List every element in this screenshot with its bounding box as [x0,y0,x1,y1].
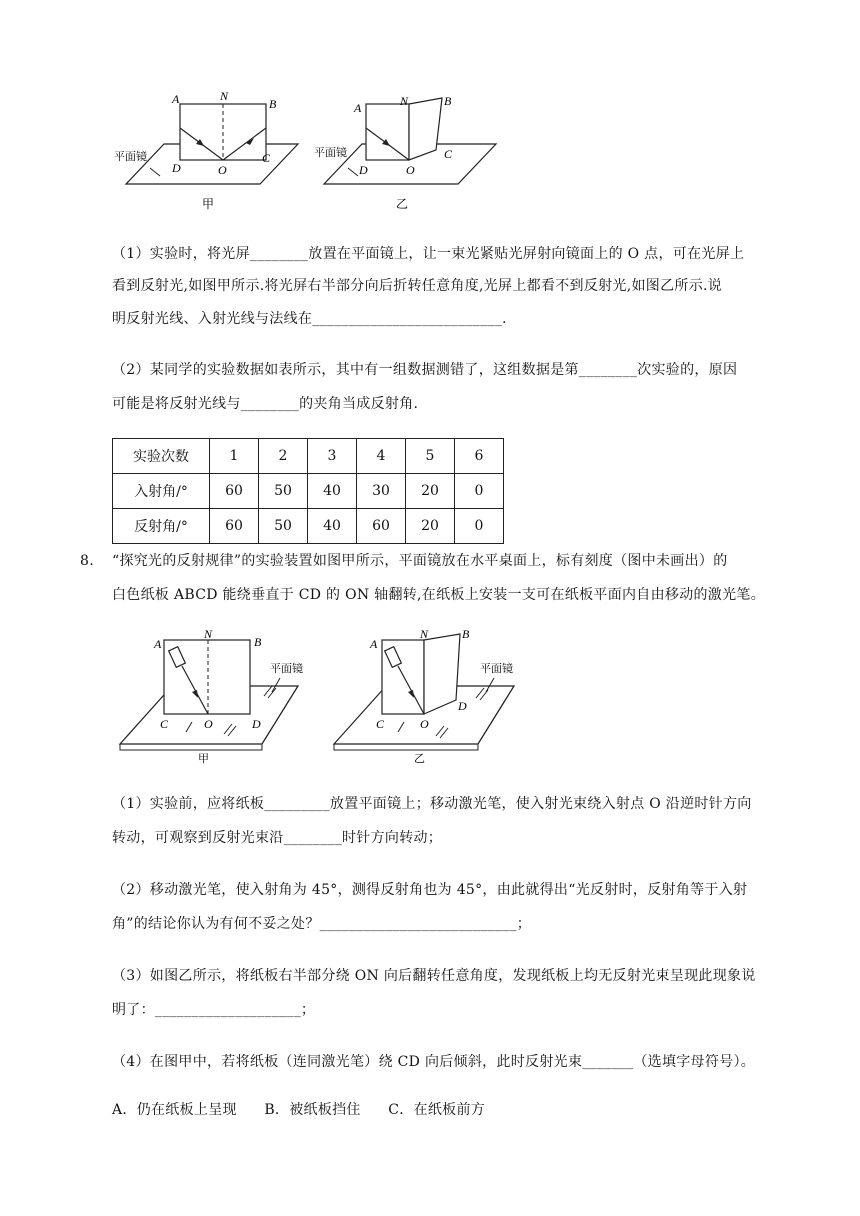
label-a: A [172,92,180,106]
q7-part1-line2: 看到反射光,如图甲所示.将光屏右半部分向后折转任意角度,光屏上都看不到反射光,如图乙所示.说 [112,278,723,294]
figure-1-right-diagram [312,88,512,218]
table-cell: 50 [259,509,308,544]
label-c: C [262,151,271,165]
option-c: C．在纸板前方 [388,1102,486,1118]
figure-2-right-diagram [326,626,536,766]
label-d: D [359,163,368,177]
label-n: N [420,627,429,641]
table-header-cell: 6 [455,439,504,474]
table-cell: 反射角/° [113,509,210,544]
figure-2-left-diagram [112,626,322,766]
mirror-label: 平面镜 [114,151,147,163]
label-o: O [406,163,415,177]
mirror-label: 平面镜 [314,147,347,159]
q8-part1-line2: 转动，可观察到反射光束沿________时针方向转动； [112,830,443,846]
figure-1 [112,88,312,218]
q7-part1-line1: （1）实验时，将光屏________放置在平面镜上，让一束光紧贴光屏射向镜面上的 O 点，可在光屏上 [112,246,745,262]
q7-part1-line3: 明反射光线、入射光线与法线在__________________________. [112,311,507,327]
q8-part3-line2: 明了：____________________； [112,1002,316,1018]
table-row [113,509,504,544]
label-b: B [269,97,277,111]
table-header-cell: 1 [210,439,259,474]
label-o: O [420,717,429,731]
q8-number: 8. [80,553,94,569]
table-header-cell: 4 [357,439,406,474]
table-header-row [113,439,504,474]
label-n: N [204,627,213,641]
q8-options [112,1100,485,1120]
label-a: A [370,637,378,651]
q8-stem-line1: “探究光的反射规律”的实验装置如图甲所示，平面镜放在水平桌面上，标有刻度（图中未画出）的 [112,553,728,569]
caption-yi: 乙 [396,197,409,211]
q8-part1-line1: （1）实验前，应将纸板_________放置平面镜上；移动激光笔，使入射光束绕入射点 O 沿逆时针方向 [112,796,752,812]
figure-1-right [312,88,512,218]
label-b: B [444,94,452,108]
option-a: A．仍在纸板上呈现 [112,1102,237,1118]
table-cell: 20 [406,474,455,509]
caption-yi: 乙 [414,753,425,765]
table-cell: 40 [308,474,357,509]
label-o: O [204,717,213,731]
label-b: B [254,635,262,649]
table-cell: 入射角/° [113,474,210,509]
label-a: A [154,637,162,651]
q8-part4-line1: （4）在图甲中，若将纸板（连同激光笔）绕 CD 向后倾斜，此时反射光束_______（选填字母符号）。 [112,1054,756,1070]
table-header-cell: 5 [406,439,455,474]
table-cell: 60 [210,474,259,509]
figure-2-left [112,626,322,766]
figure-1-left-diagram [112,88,312,218]
label-b: B [462,627,470,641]
q7-part2-line2: 可能是将反射光线与________的夹角当成反射角. [112,396,419,412]
table-cell: 60 [357,509,406,544]
label-d: D [458,699,467,713]
data-table [112,438,504,544]
q8-stem-line2: 白色纸板 ABCD 能绕垂直于 CD 的 ON 轴翻转,在纸板上安装一支可在纸板平面内自由移动的激光笔。 [112,587,766,603]
table-cell: 50 [259,474,308,509]
table-header-cell: 3 [308,439,357,474]
label-a: A [354,101,362,115]
q8-part3-line1: （3）如图乙所示，将纸板右半部分绕 ON 向后翻转任意角度，发现纸板上均无反射光束呈现此现象说 [112,968,756,984]
q7-part2-line1: （2）某同学的实验数据如表所示，其中有一组数据测错了，这组数据是第________次实验的，原因 [112,362,738,378]
caption-jia: 甲 [202,197,215,211]
label-d: D [172,161,181,175]
table-header-cell: 实验次数 [113,439,210,474]
table-cell: 20 [406,509,455,544]
table-cell: 0 [455,509,504,544]
q8-part2-line1: （2）移动激光笔，使入射角为 45°，测得反射角也为 45°，由此就得出“光反射时，反射角等于入射 [112,882,748,898]
q8-part2-line2: 角”的结论你认为有何不妥之处？___________________________； [112,916,532,932]
mirror-label: 平面镜 [270,663,303,675]
table-row [113,474,504,509]
caption-jia: 甲 [198,753,209,765]
table-cell: 30 [357,474,406,509]
label-n: N [400,94,409,108]
figure-2-right [326,626,536,766]
label-d: D [252,717,261,731]
label-c: C [444,147,453,161]
table-cell: 40 [308,509,357,544]
label-c: C [160,717,169,731]
label-o: O [218,163,227,177]
mirror-label: 平面镜 [480,663,513,675]
label-c: C [376,717,385,731]
table-header-cell: 2 [259,439,308,474]
option-b: B．被纸板挡住 [264,1102,361,1118]
label-n: N [220,89,229,103]
table-cell: 0 [455,474,504,509]
table-cell: 60 [210,509,259,544]
